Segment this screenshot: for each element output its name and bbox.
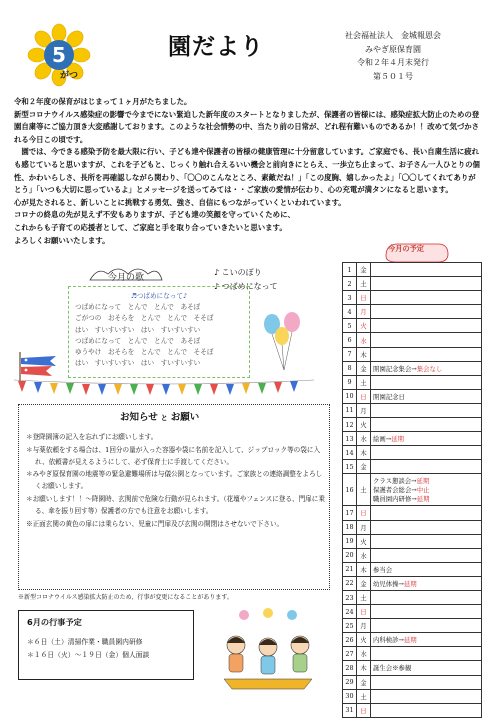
calendar-row <box>343 418 482 432</box>
calendar-weekday: 木 <box>357 562 371 576</box>
calendar-weekday: 水 <box>357 432 371 446</box>
calendar-row <box>343 605 482 619</box>
page-title: 園だより <box>168 34 264 60</box>
school-name: みやぎ原保育園 <box>365 44 421 54</box>
calendar-weekday: 土 <box>357 474 371 506</box>
calendar-row <box>343 263 482 277</box>
calendar-note <box>371 432 482 446</box>
calendar-weekday: 月 <box>357 403 371 417</box>
calendar-row <box>343 319 482 333</box>
calendar-date: 27 <box>343 647 357 661</box>
calendar-date: 19 <box>343 534 357 548</box>
calendar-row <box>343 446 482 460</box>
calendar-weekday: 月 <box>357 305 371 319</box>
calendar-note <box>371 506 482 520</box>
calendar-date: 9 <box>343 375 357 389</box>
song-title: ♪ こいのぼり <box>214 268 262 277</box>
song-header-banner <box>88 262 164 286</box>
calendar-row <box>343 675 482 689</box>
calendar-date: 10 <box>343 389 357 403</box>
calendar-date: 12 <box>343 418 357 432</box>
calendar-note <box>371 605 482 619</box>
calendar-note-part: 職員園内研修→ <box>373 495 417 504</box>
calendar-weekday: 金 <box>357 460 371 474</box>
calendar-note-part: 集会なし <box>416 364 443 373</box>
calendar-date: 30 <box>343 689 357 703</box>
calendar-note-part: 延期 <box>416 495 430 504</box>
calendar-weekday: 日 <box>357 291 371 305</box>
calendar-row <box>343 562 482 576</box>
lyrics-line: つばめになって とんで とんで あそぼ <box>75 336 201 345</box>
calendar-note <box>371 375 482 389</box>
calendar-weekday: 土 <box>357 375 371 389</box>
calendar-note <box>371 520 482 534</box>
calendar-note <box>371 590 482 604</box>
calendar-note-part: 延期 <box>391 435 404 444</box>
calendar-weekday: 月 <box>357 619 371 633</box>
calendar-note <box>371 619 482 633</box>
notice-item: ＊登降園簿の記入を忘れずにお願いします。 <box>26 433 158 441</box>
calendar-row <box>343 474 482 506</box>
calendar-row <box>343 520 482 534</box>
calendar-note-part: 延期 <box>403 579 417 588</box>
song-header-label: 今月の歌 <box>107 273 145 283</box>
calendar-note <box>371 277 482 291</box>
notice-title-b: お願い <box>170 412 200 423</box>
notice-item: ＊みやぎ原保育園の地震等の緊急避難場所は与儀公園となっています。ご家族との連絡調整をよろしくお願いします。 <box>26 470 323 491</box>
calendar-row <box>343 703 482 717</box>
calendar-date: 14 <box>343 446 357 460</box>
calendar-note-part: 中止 <box>416 486 430 495</box>
calendar-date: 2 <box>343 277 357 291</box>
intro-paragraph: 園では、今できる感染予防を最大限に行い、子ども達や保護者の皆様の健康管理に十分留意しています。ご家庭でも、長い自粛生活に疲れも感じていると思いますが、これを子どもと、じっくり触れ合えるいい機会と前向きにとらえ、一歩立ち止まって、お子さん一人ひとりの個性、かわいらしさ、長所を再確認しながら関わり、「〇〇のこんなところ、素敵だね！」「この度胸、嬉しかったよ」「〇〇してくれてありがとう」「いつも大切に思っているよ」とメッセージを送ってみては・・ご家族の愛情が伝わり、心の充電が満タンになると思います。 <box>14 147 480 195</box>
calendar-row <box>343 534 482 548</box>
events-box <box>18 610 194 680</box>
intro-paragraph: 心が見たされると、新しいことに挑戦する勇気、強さ、自信にもつながっていくといわれています。 <box>14 197 346 207</box>
lyrics-title: ♬つばめになって♪ <box>130 292 188 300</box>
intro-paragraph: 新型コロナウイルス感染症の影響で今までにない緊迫した新年度のスタートとなりましたが、保護者の皆様には、感染症拡大防止のための登園自粛等にご協力頂き大変感謝しております。このような社会情勢の中、当たり前の日常が、どれ程有難いものであるか！！改めて気づかされる今日この頃です。 <box>14 109 480 144</box>
calendar-weekday: 木 <box>357 347 371 361</box>
calendar-date: 1 <box>343 263 357 277</box>
calendar-note <box>371 647 482 661</box>
calendar-row <box>343 403 482 417</box>
calendar-weekday: 水 <box>357 333 371 347</box>
calendar-note-part: 幼児体操→ <box>373 579 404 588</box>
notice-item: ＊お願いします！！〜降園時、玄関前で危険な行動が見られます。（花壇やフェンスに登る、門扉に乗る、傘を振り回す等）保護者の方でも注意をお願いします。 <box>26 494 325 515</box>
notice-title <box>120 409 199 423</box>
calendar-note <box>371 389 482 403</box>
lyrics-box <box>68 286 250 378</box>
calendar-weekday: 土 <box>357 277 371 291</box>
calendar-date: 4 <box>343 305 357 319</box>
children-illustration-icon <box>214 605 322 691</box>
calendar-date: 7 <box>343 347 357 361</box>
calendar-weekday: 日 <box>357 389 371 403</box>
calendar-date: 21 <box>343 562 357 576</box>
calendar-note <box>371 333 482 347</box>
calendar-note <box>371 446 482 460</box>
calendar-weekday: 火 <box>357 418 371 432</box>
org-block <box>318 29 468 83</box>
issue-date: 令和２年４月末発行 <box>357 58 429 67</box>
events-title: 6月の行事予定 <box>27 617 82 627</box>
calendar-weekday: 土 <box>357 689 371 703</box>
balloons-icon <box>258 312 308 372</box>
calendar-note <box>371 460 482 474</box>
calendar-note-part: クラス懇談会→ <box>373 477 417 486</box>
calendar-note-part: 延期 <box>403 636 417 645</box>
calendar-date: 13 <box>343 432 357 446</box>
calendar-row <box>343 277 482 291</box>
notice-list <box>26 432 326 531</box>
calendar-note <box>371 703 482 717</box>
flag-garland-icon <box>14 378 314 396</box>
calendar-weekday: 木 <box>357 446 371 460</box>
calendar-note <box>371 661 482 675</box>
intro-paragraph: コロナの終息の先が見えず不安もありますが、子ども達の笑顔を守っていくために、 <box>14 210 295 220</box>
notice-title-a: お知らせ <box>120 412 158 423</box>
calendar-date: 17 <box>343 506 357 520</box>
calendar-row <box>343 633 482 647</box>
calendar-note <box>371 418 482 432</box>
calendar-date: 18 <box>343 520 357 534</box>
calendar-row <box>343 291 482 305</box>
calendar-date: 25 <box>343 619 357 633</box>
calendar-row <box>343 333 482 347</box>
calendar-date: 20 <box>343 548 357 562</box>
month-number: 5 <box>52 43 66 67</box>
calendar-weekday: 月 <box>357 520 371 534</box>
calendar-note <box>371 263 482 277</box>
calendar-weekday: 土 <box>357 590 371 604</box>
event-item: ＊６日（土）清掃作業・職員園内研修 <box>27 638 143 646</box>
calendar-weekday: 水 <box>357 548 371 562</box>
calendar-note <box>371 361 482 375</box>
calendar-row <box>343 460 482 474</box>
calendar-note <box>371 562 482 576</box>
intro-paragraph: よろしくお願いいたします。 <box>14 235 110 245</box>
calendar-note-part: 絵画→ <box>373 435 392 444</box>
calendar-note <box>371 689 482 703</box>
calendar-note <box>371 305 482 319</box>
lyrics-line: はい すいすいすい はい すいすいすい <box>75 325 201 334</box>
calendar-row <box>343 548 482 562</box>
lyrics-line: はい すいすいすい はい すいすいすい <box>75 359 201 368</box>
event-item: ＊１６日（火）〜１９日（金）個人面談 <box>27 651 150 659</box>
calendar-date: 29 <box>343 675 357 689</box>
calendar-row <box>343 590 482 604</box>
calendar-date: 28 <box>343 661 357 675</box>
calendar-weekday: 日 <box>357 506 371 520</box>
calendar-weekday: 日 <box>357 605 371 619</box>
calendar-header: 今月の予定 <box>388 244 424 253</box>
calendar-note-part: 開園記念集会→ <box>373 364 417 373</box>
calendar-note-part: 参当会 <box>373 565 393 574</box>
calendar-note <box>371 403 482 417</box>
calendar-date: 8 <box>343 361 357 375</box>
calendar-date: 26 <box>343 633 357 647</box>
calendar-date: 16 <box>343 474 357 506</box>
calendar-note <box>371 347 482 361</box>
calendar-weekday: 火 <box>357 319 371 333</box>
calendar-note-part: 誕生会※参観 <box>373 664 412 673</box>
lyrics-line: ごがつの おそらを とんで とんで そそぼ <box>75 314 214 323</box>
calendar-weekday: 日 <box>357 703 371 717</box>
calendar-date: 3 <box>343 291 357 305</box>
calendar-date: 31 <box>343 703 357 717</box>
calendar-weekday: 火 <box>357 534 371 548</box>
org-name: 社会福祉法人 金城報恩会 <box>345 31 441 40</box>
calendar-note-part: 内科検診→ <box>373 636 404 645</box>
calendar-date: 5 <box>343 319 357 333</box>
calendar-row <box>343 576 482 590</box>
notice-title-and: と <box>160 414 168 422</box>
notice-item: ＊与薬依頼をする場合は、1回分の量が入った容器や袋に名前を記入して、ジップロック等の袋に入れ、依頼書が見えるようにして、必ず保育士に手渡してください。 <box>26 445 321 466</box>
calendar-row <box>343 389 482 403</box>
notice-item: ※正面玄関の黄色の扉には乗らない、児童に門扉及び玄関の開閉はさせないで下さい。 <box>26 519 284 528</box>
calendar-row <box>343 647 482 661</box>
month-suffix: がつ <box>60 71 79 81</box>
calendar-row <box>343 361 482 375</box>
calendar-row <box>343 375 482 389</box>
song-title: ♪ つばめになって <box>214 282 278 291</box>
lyrics-line: つばめになって とんで とんで あそぼ <box>75 303 201 312</box>
calendar-weekday: 金 <box>357 361 371 375</box>
calendar-row <box>343 661 482 675</box>
calendar-weekday: 火 <box>357 633 371 647</box>
calendar-note <box>371 534 482 548</box>
calendar-row <box>343 506 482 520</box>
calendar-note <box>371 576 482 590</box>
sunflower-logo-icon <box>28 24 90 86</box>
calendar-row <box>343 689 482 703</box>
calendar-row <box>343 432 482 446</box>
calendar-weekday: 木 <box>357 661 371 675</box>
intro-paragraph: これからも子育ての応援者として、ご家庭と手を取り合っていきたいと思います。 <box>14 222 287 232</box>
calendar-note <box>371 675 482 689</box>
issue-number: 第５０１号 <box>373 71 413 81</box>
lyrics-line: ゆうやけ おそらを とんで とんで そそぼ <box>75 348 214 357</box>
calendar-row <box>343 347 482 361</box>
calendar-row <box>343 305 482 319</box>
calendar-note <box>371 291 482 305</box>
calendar-weekday: 金 <box>357 675 371 689</box>
schedule-note: ※新型コロナウイルス感染拡大防止のため、行事が変更になることがあります。 <box>18 594 233 601</box>
calendar-table <box>342 262 482 718</box>
calendar-note <box>371 474 482 506</box>
calendar-date: 15 <box>343 460 357 474</box>
calendar-date: 11 <box>343 403 357 417</box>
calendar-weekday: 金 <box>357 263 371 277</box>
calendar-date: 22 <box>343 576 357 590</box>
calendar-note-part: 開園記念日 <box>373 392 405 401</box>
calendar-weekday: 金 <box>357 576 371 590</box>
calendar-note <box>371 319 482 333</box>
calendar-note <box>371 548 482 562</box>
calendar-date: 6 <box>343 333 357 347</box>
calendar-weekday: 水 <box>357 647 371 661</box>
calendar-note-part: 保護者会総会→ <box>373 486 417 495</box>
calendar-date: 24 <box>343 605 357 619</box>
calendar-note-part: 延期 <box>416 477 430 486</box>
calendar-date: 23 <box>343 590 357 604</box>
intro-text <box>14 96 482 247</box>
calendar-row <box>343 619 482 633</box>
calendar-note <box>371 633 482 647</box>
intro-paragraph: 令和２年度の保育がはじまって１ヶ月がたちました。 <box>14 97 192 106</box>
